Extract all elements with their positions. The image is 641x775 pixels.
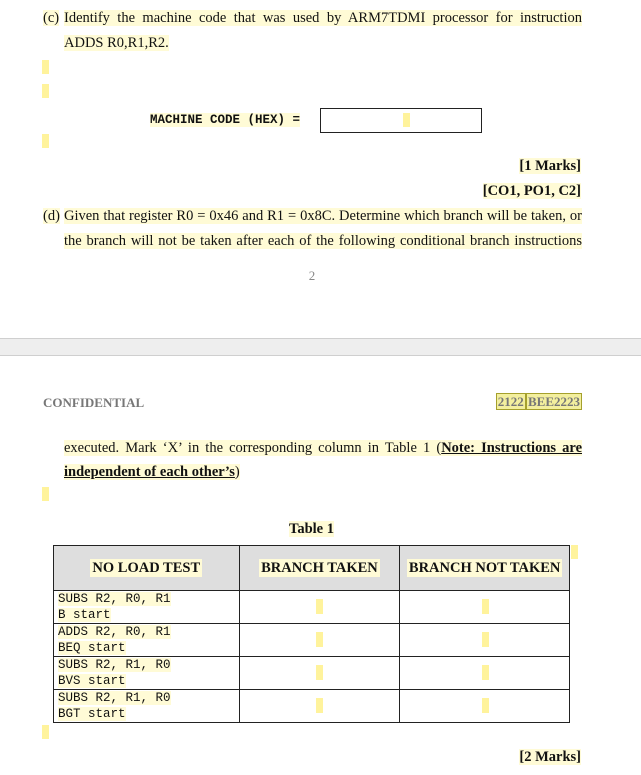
co-po-c: [CO1, PO1, C2] — [482, 183, 581, 199]
branch-not-taken-cell[interactable] — [400, 624, 570, 657]
page-number: 2 — [308, 268, 316, 283]
instruction-cell: SUBS R2, R1, R0 BGT start — [54, 690, 240, 723]
question-c-label: (c) — [43, 10, 60, 26]
paragraph-mark — [316, 632, 323, 647]
question-d-line4: independent of each other’s) — [64, 464, 240, 480]
branch-not-taken-cell[interactable] — [400, 690, 570, 723]
paragraph-mark — [571, 545, 578, 559]
table-row — [54, 690, 570, 723]
table-row — [54, 591, 570, 624]
branch-taken-cell[interactable] — [239, 624, 400, 657]
header-code-1: 2122 — [497, 394, 524, 409]
question-c-line2: ADDS R0,R1,R2. — [64, 35, 169, 51]
paragraph-mark — [316, 698, 323, 713]
paragraph-mark — [482, 665, 489, 680]
header-confidential: CONFIDENTIAL — [43, 395, 145, 410]
table-caption: Table 1 — [289, 521, 334, 537]
marks-d: [2 Marks] — [519, 749, 581, 765]
paragraph-mark — [316, 599, 323, 614]
question-d-line2: the branch will not be taken after each of the following conditional branch instructions — [64, 233, 582, 249]
branch-taken-cell[interactable] — [239, 690, 400, 723]
instruction-cell: SUBS R2, R0, R1 B start — [54, 591, 240, 624]
table-row — [54, 657, 570, 690]
question-d-label: (d) — [43, 208, 60, 224]
header-branch-not-taken: BRANCH NOT TAKEN — [400, 546, 570, 591]
branch-taken-cell[interactable] — [239, 591, 400, 624]
note-text-1: Note: Instructions are — [441, 440, 582, 456]
branch-taken-cell[interactable] — [239, 657, 400, 690]
table-row — [54, 624, 570, 657]
question-d-line3: executed. Mark ‘X’ in the corresponding column in Table 1 (Note: Instructions are — [64, 440, 582, 456]
header-branch-taken: BRANCH TAKEN — [239, 546, 400, 591]
instruction-cell: ADDS R2, R0, R1 BEQ start — [54, 624, 240, 657]
machine-code-answer-box[interactable] — [320, 108, 482, 133]
paragraph-mark — [482, 632, 489, 647]
header-no-load-test: NO LOAD TEST — [54, 546, 240, 591]
paragraph-mark — [403, 113, 410, 127]
question-d-line1: Given that register R0 = 0x46 and R1 = 0x8C. Determine which branch will be taken, or — [64, 208, 582, 224]
question-c-line1: Identify the machine code that was used by ARM7TDMI processor for instruction — [64, 10, 582, 26]
paragraph-mark — [42, 487, 49, 501]
table-header-row — [54, 546, 570, 591]
paragraph-mark — [482, 698, 489, 713]
header-course-code — [496, 394, 582, 410]
machine-code-label: MACHINE CODE (HEX) = — [150, 113, 301, 127]
page-break — [0, 338, 641, 356]
paragraph-mark — [42, 725, 49, 739]
branch-not-taken-cell[interactable] — [400, 591, 570, 624]
note-text-2: independent of each other’s — [64, 464, 235, 480]
instruction-cell: SUBS R2, R1, R0 BVS start — [54, 657, 240, 690]
branch-not-taken-cell[interactable] — [400, 657, 570, 690]
marks-c: [1 Marks] — [519, 158, 581, 174]
branch-table — [53, 545, 570, 723]
header-code-2: BEE2223 — [527, 394, 580, 409]
paragraph-mark — [42, 84, 49, 98]
paragraph-mark — [42, 60, 49, 74]
paragraph-mark — [42, 134, 49, 148]
paragraph-mark — [316, 665, 323, 680]
paragraph-mark — [482, 599, 489, 614]
